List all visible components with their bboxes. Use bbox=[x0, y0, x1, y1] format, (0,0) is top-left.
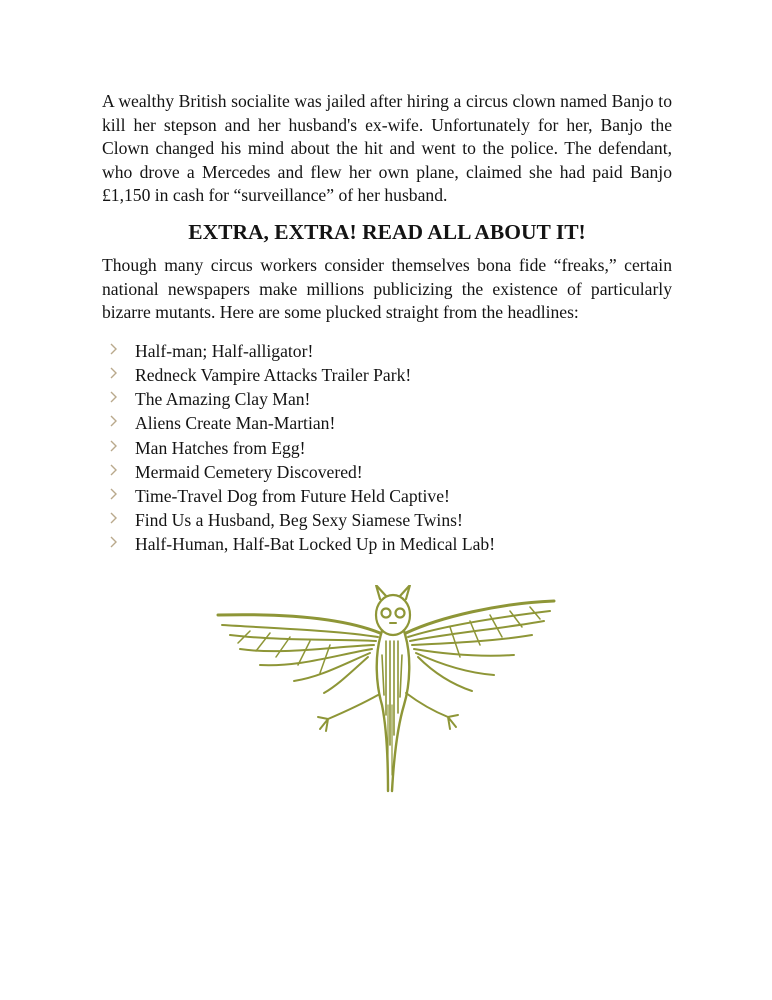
chevron-right-icon bbox=[108, 364, 118, 384]
intro-paragraph: A wealthy British socialite was jailed after hiring a circus clown named Banjo to kill her stepson and her husband's ex-wife. Unfortunately for her, Banjo the Clown changed his mind about the hit and went to the police. The defendant, who drove a Mercedes and flew her own plane, claimed she had paid Banjo £1,150 in cash for “surveillance” of her husband. bbox=[102, 91, 672, 206]
chevron-right-icon bbox=[108, 485, 118, 505]
list-item bbox=[102, 387, 672, 411]
list-item bbox=[102, 411, 672, 435]
list-item-text: Man Hatches from Egg! bbox=[135, 437, 306, 458]
chevron-right-icon bbox=[108, 533, 118, 553]
list-item-text: The Amazing Clay Man! bbox=[135, 389, 311, 410]
list-item bbox=[102, 460, 672, 484]
list-item bbox=[102, 339, 672, 363]
document-page bbox=[102, 90, 672, 557]
chevron-right-icon bbox=[108, 509, 118, 529]
list-item bbox=[102, 508, 672, 532]
list-item-text: Redneck Vampire Attacks Trailer Park! bbox=[135, 364, 412, 385]
list-item bbox=[102, 363, 672, 387]
list-item-text: Half-man; Half-alligator! bbox=[135, 340, 314, 361]
list-item-text: Mermaid Cemetery Discovered! bbox=[135, 461, 363, 482]
chevron-right-icon bbox=[108, 388, 118, 408]
body-paragraph: Though many circus workers consider themselves bona fide “freaks,” certain national newspapers make millions publicizing the existence of particularly bizarre mutants. Here are some plucked straight from the headlines: bbox=[102, 254, 672, 323]
headline-list bbox=[102, 339, 672, 557]
chevron-right-icon bbox=[108, 412, 118, 432]
list-item-text: Half-Human, Half-Bat Locked Up in Medical Lab! bbox=[135, 534, 496, 555]
list-item bbox=[102, 484, 672, 508]
list-item bbox=[102, 436, 672, 460]
section-heading: EXTRA, EXTRA! READ ALL ABOUT IT! bbox=[188, 219, 586, 244]
bat-creature-icon bbox=[210, 585, 562, 795]
list-item-text: Aliens Create Man-Martian! bbox=[135, 413, 336, 434]
chevron-right-icon bbox=[108, 340, 118, 360]
list-item-text: Find Us a Husband, Beg Sexy Siamese Twins! bbox=[135, 510, 463, 531]
list-item-text: Time-Travel Dog from Future Held Captive! bbox=[135, 485, 450, 506]
chevron-right-icon bbox=[108, 437, 118, 457]
chevron-right-icon bbox=[108, 461, 118, 481]
list-item bbox=[102, 532, 672, 556]
